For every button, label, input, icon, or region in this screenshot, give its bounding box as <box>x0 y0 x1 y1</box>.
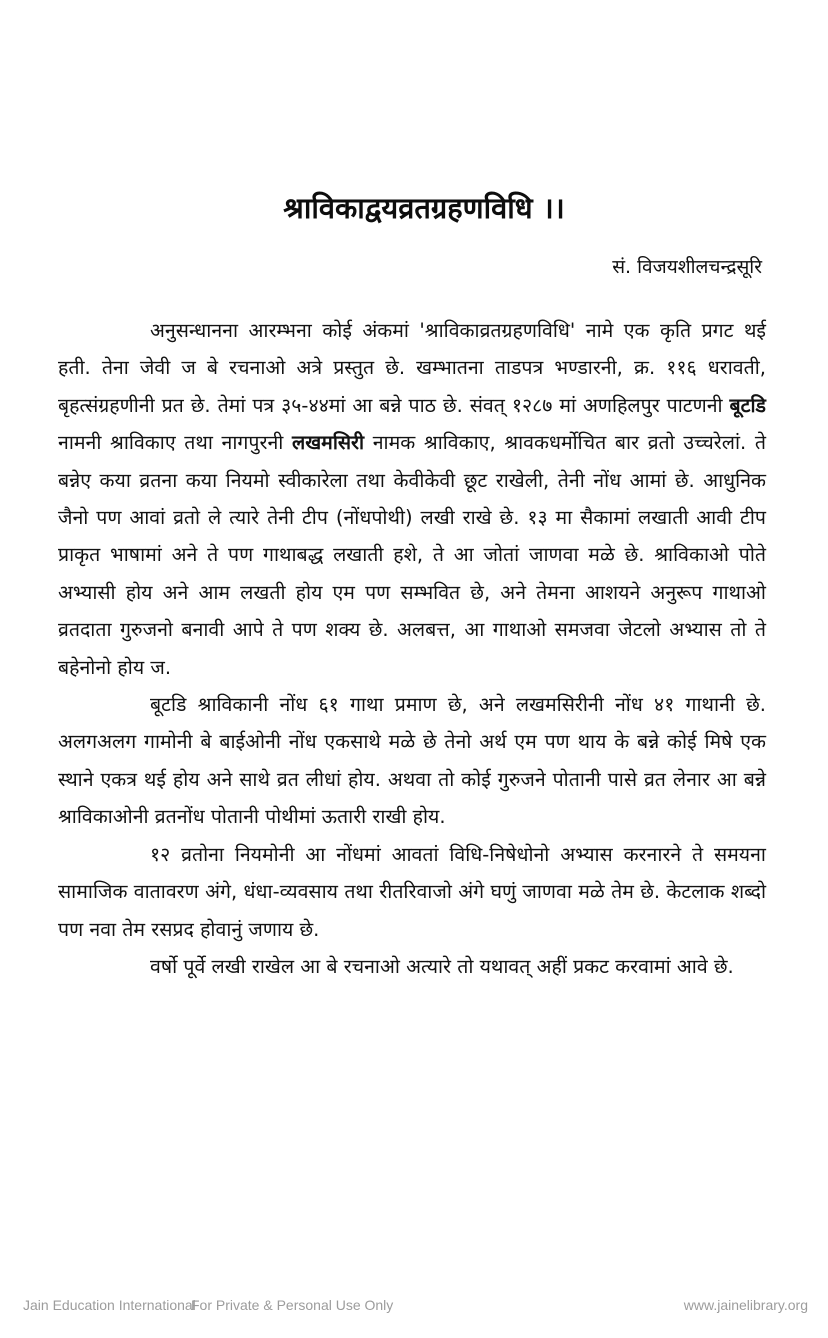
page-title: श्राविकाद्वयव्रतग्रहणविधि ।। <box>283 191 565 225</box>
paragraph <box>58 948 766 985</box>
text-run: अनुसन्धानना आरम्भना कोई अंकमां 'श्राविकाव्रतग्रहणविधि' नामे एक कृति प्रगट थई हती. तेना जेवी ज बे रचनाओ अत्रे प्रस्तुत छे. खम्भातना ताडपत्र भण्डारनी, क्र. ११६ धरावती, बृहत्संग्रहणीनी प्रत छे. तेमां पत्र ३५-४४मां आ बन्ने पाठ छे. संवत् १२८७ मां अणहिलपुर पाटणनी <box>58 319 766 417</box>
page-footer <box>0 1297 828 1317</box>
footer-usage-notice: For Private & Personal Use Only <box>191 1297 394 1313</box>
footer-publisher: Jain Education International <box>23 1297 196 1313</box>
highlighted-name-lakhamasiri: लखमसिरी <box>291 431 365 455</box>
text-run: १२ व्रतोना नियमोनी आ नोंधमां आवतां विधि-निषेधोनो अभ्यास करनारने ते समयना सामाजिक वातावरण अंगे, धंधा-व्यवसाय तथा रीतरिवाजो अंगे घणुं जाणवा मळे तेम छे. केटलाक शब्दो पण नवा तेम रसप्रद होवानुं जणाय छे. <box>58 842 766 941</box>
paragraph <box>58 312 766 686</box>
footer-website-link[interactable]: www.jainelibrary.org <box>683 1297 808 1313</box>
article-body <box>58 312 766 985</box>
author-byline: सं. विजयशीलचन्द्रसूरि <box>612 256 762 278</box>
paragraph <box>58 686 766 836</box>
text-run: वर्षो पूर्वे लखी राखेल आ बे रचनाओ अत्यारे तो यथावत् अहीं प्रकट करवामां आवे छे. <box>150 954 734 978</box>
text-run: नामनी श्राविकाए तथा नागपुरनी <box>58 431 292 455</box>
highlighted-name-butadi: बूटडि <box>729 393 766 417</box>
paragraph <box>58 836 766 948</box>
text-run: नामक श्राविकाए, श्रावकधर्मोचित बार व्रतो उच्चरेलां. ते बन्नेए कया व्रतना कया नियमो स्वीकारेला तथा केवीकेवी छूट राखेली, तेनी नोंध आमां छे. आधुनिक जैनो पण आवां व्रतो ले त्यारे तेनी टीप (नोंधपोथी) लखी राखे छे. १३ मा सैकामां लखाती आवी टीप प्राकृत भाषामां अने ते पण गाथाबद्ध लखाती हशे, ते आ जोतां जाणवा मळे छे. श्राविकाओ पोते अभ्यासी होय अने आम लखती होय एम पण सम्भवित छे, अने तेमना आशयने अनुरूप गाथाओ व्रतदाता गुरुजनो बनावी आपे ते पण शक्य छे. अलबत्त, आ गाथाओ समजवा जेटलो अभ्यास तो ते बहेनोनो होय ज. <box>58 431 766 679</box>
text-run: बूटडि श्राविकानी नोंध ६१ गाथा प्रमाण छे, अने लखमसिरीनी नोंध ४१ गाथानी छे. अलगअलग गामोनी बे बाईओनी नोंध एकसाथे मळे छे तेनो अर्थ एम पण थाय के बन्ने कोई मिषे एक स्थाने एकत्र थई होय अने साथे व्रत लीधां होय. अथवा तो कोई गुरुजने पोतानी पासे व्रत लेनार आ बन्ने श्राविकाओनी व्रतनोंध पोतानी पोथीमां ऊतारी राखी होय. <box>58 693 766 829</box>
